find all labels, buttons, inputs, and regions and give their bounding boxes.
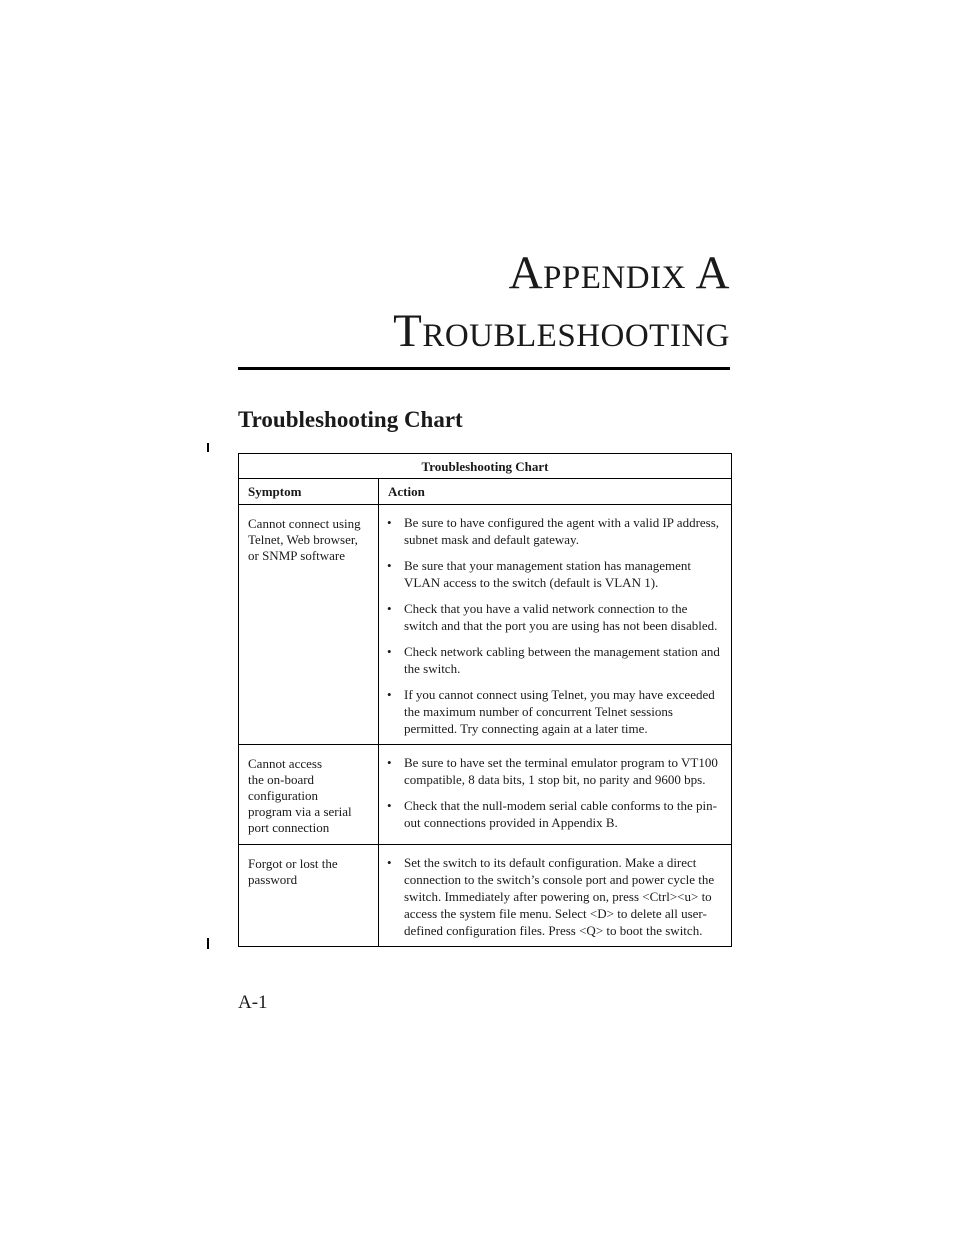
action-list [387,754,721,831]
column-header-action: Action [379,479,732,505]
action-item: • Set the switch to its default configuration. Make a direct connection to the switch’s console port and power cycle the switch. Immediately after powering on, press <Ctrl><u> to access the system file menu. Select <D> to delete all user-defined configuration files. Press <Q> to boot the switch. [387,854,721,939]
symptom-cell [239,745,379,845]
change-bar [207,938,209,949]
column-header-symptom: Symptom [239,479,379,505]
table-row [239,745,732,845]
action-cell [379,845,732,947]
table-row [239,845,732,947]
action-item: • Be sure that your management station has management VLAN access to the switch (default is VLAN 1). [387,557,721,591]
action-cell [379,745,732,845]
section-heading: Troubleshooting Chart [238,407,463,432]
table-row [239,505,732,745]
appendix-title-line2: Troubleshooting [393,305,730,357]
symptom-cell [239,845,379,947]
symptom-text: Cannot access the on-board configuration program via a serial port connection [248,756,352,835]
symptom-text: Cannot connect using Telnet, Web browser, or SNMP software [248,516,361,563]
action-item: • If you cannot connect using Telnet, you may have exceeded the maximum number of concurrent Telnet sessions permitted. Try connecting again at a later time. [387,686,721,737]
action-item: • Check network cabling between the management station and the switch. [387,643,721,677]
action-item: • Check that the null-modem serial cable conforms to the pin-out connections provided in Appendix B. [387,797,721,831]
action-item: • Check that you have a valid network connection to the switch and that the port you are using has not been disabled. [387,600,721,634]
change-bar [207,443,209,452]
appendix-title-line1: Appendix A [508,247,730,299]
action-item: • Be sure to have set the terminal emulator program to VT100 compatible, 8 data bits, 1 stop bit, no parity and 9600 bps. [387,754,721,788]
table-caption: Troubleshooting Chart [239,454,732,479]
symptom-text: Forgot or lost the password [248,856,338,887]
table-body [239,505,732,947]
page-number: A-1 [238,992,268,1013]
action-list [387,854,721,939]
action-list [387,514,721,737]
title-rule [238,367,730,370]
action-cell [379,505,732,745]
symptom-cell [239,505,379,745]
appendix-title [393,244,730,360]
troubleshooting-table [238,453,732,947]
action-item: • Be sure to have configured the agent with a valid IP address, subnet mask and default gateway. [387,514,721,548]
